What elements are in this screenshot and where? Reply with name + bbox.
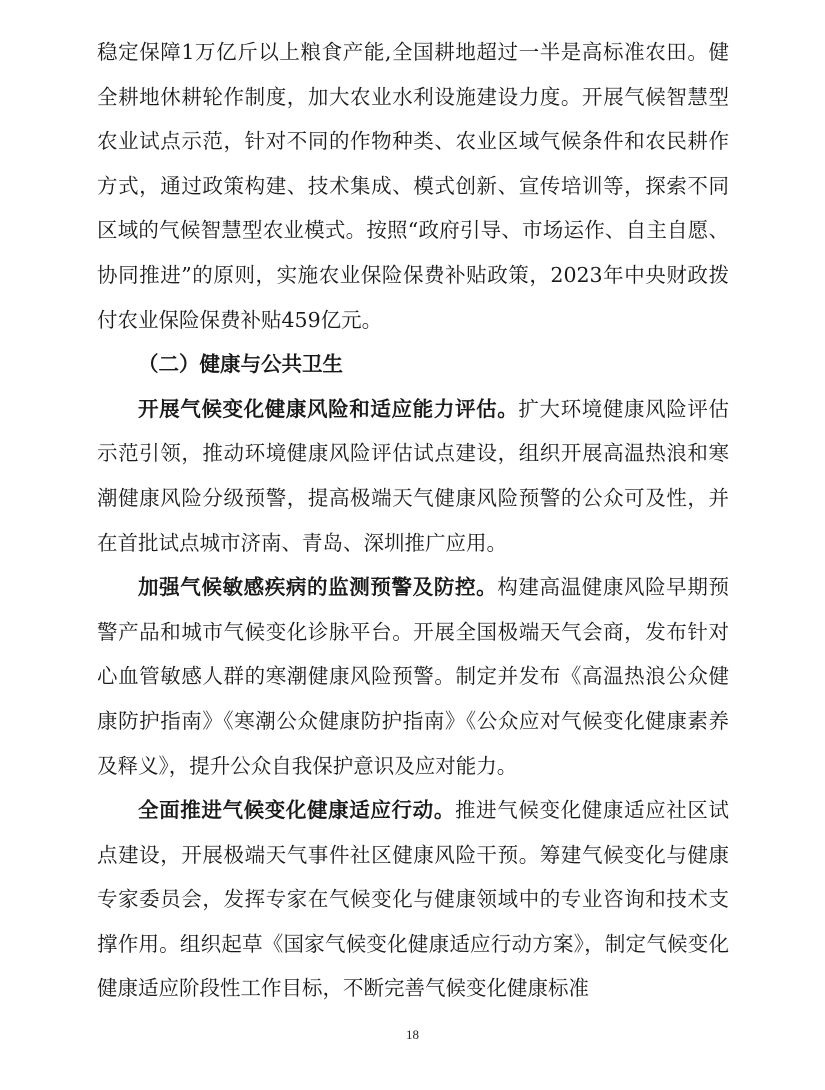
paragraph-body: 推进气候变化健康适应社区试点建设，开展极端天气事件社区健康风险干预。筹建气候变化与健康专家委员会，发挥专家在气候变化与健康领域中的专业咨询和技术支撑作用。组织起草《国家气候变化健康适应行动方案》，制定气候变化健康适应阶段性工作目标，不断完善气候变化健康标准 — [97, 798, 730, 1001]
paragraph-adaptation-action — [97, 788, 729, 1011]
section-heading: （二）健康与公共卫生 — [138, 352, 343, 377]
paragraph-lead: 开展气候变化健康风险和适应能力评估。 — [138, 396, 519, 421]
paragraph-continuation: 稳定保障1万亿斤以上粮食产能,全国耕地超过一半是高标准农田。健全耕地休耕轮作制度，加大农业水利设施建设力度。开展气候智慧型农业试点示范，针对不同的作物种类、农业区域气候条件和农民耕作方式，通过政策构建、技术集成、模式创新、宣传培训等，探索不同区域的气候智慧型农业模式。按照“政府引导、市场运作、自主自愿、协同推进”的原则，实施农业保险保费补贴政策，2023年中央财政拨付农业保险保费补贴459亿元。 — [97, 40, 729, 332]
paragraph-body: 扩大环境健康风险评估示范引领，推动环境健康风险评估试点建设，组织开展高温热浪和寒潮健康风险分级预警，提高极端天气健康风险预警的公众可及性，并在首批试点城市济南、青岛、深圳推广应用。 — [97, 396, 730, 555]
page-number: 18 — [406, 1027, 419, 1042]
paragraph-lead: 全面推进气候变化健康适应行动。 — [138, 798, 455, 823]
body-text — [97, 30, 729, 1011]
paragraph-health-risk-assessment — [97, 387, 729, 565]
paragraph-disease-monitoring — [97, 565, 729, 788]
paragraph-body: 构建高温健康风险早期预警产品和城市气候变化诊脉平台。开展全国极端天气会商，发布针对心血管敏感人群的寒潮健康风险预警。制定并发布《高温热浪公众健康防护指南》《寒潮公众健康防护指南》《公众应对气候变化健康素养及释义》，提升公众自我保护意识及应对能力。 — [97, 575, 729, 778]
paragraph-lead: 加强气候敏感疾病的监测预警及防控。 — [138, 575, 498, 600]
